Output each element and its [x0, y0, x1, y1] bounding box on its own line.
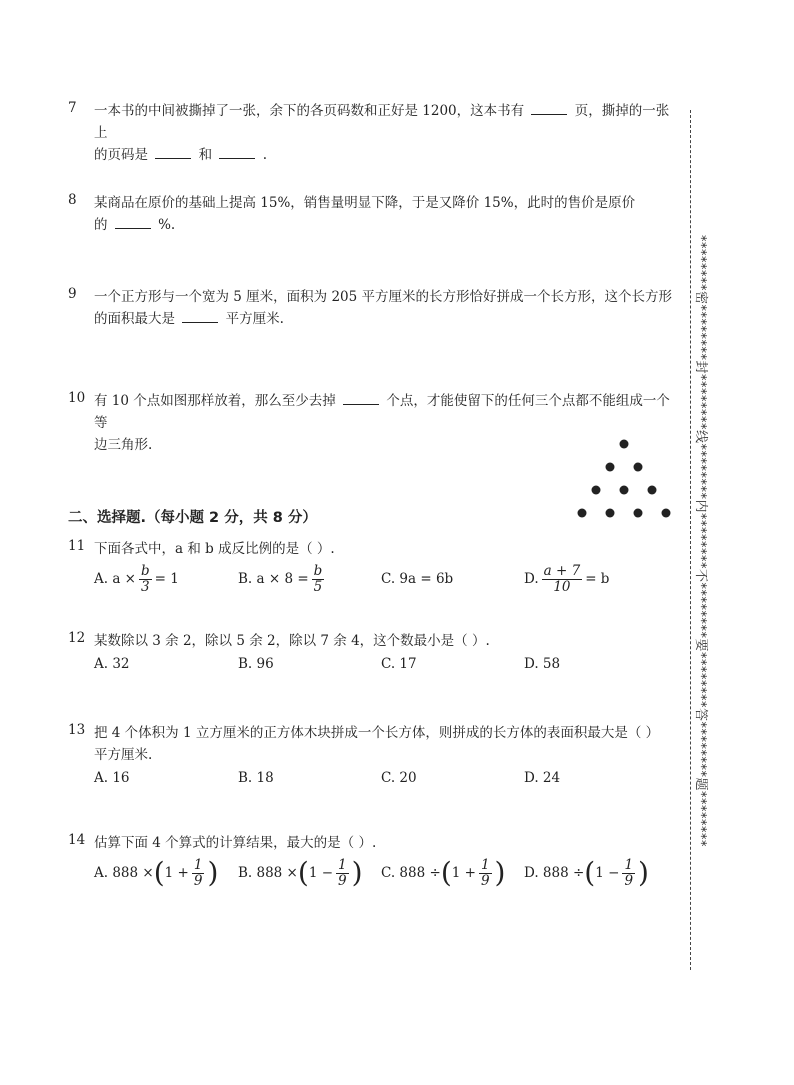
answer-blank[interactable]	[115, 216, 151, 229]
option-a[interactable]: A. 32	[94, 656, 130, 672]
option-c[interactable]: C. 17	[381, 656, 417, 672]
option-d[interactable]: D. 888 ÷ ( 1 − $\frac{1}{9}$ )	[524, 856, 649, 889]
option-b[interactable]: B. 96	[238, 656, 274, 672]
answer-blank[interactable]	[155, 146, 191, 159]
question-text: 的	[94, 217, 108, 233]
answer-blank[interactable]	[343, 392, 379, 405]
answer-blank[interactable]	[531, 102, 567, 115]
question-text: 一个正方形与一个宽为 5 厘米，面积为 205 平方厘米的长方形恰好拼成一个长方形，这个长方形	[94, 289, 673, 305]
option-d[interactable]: D. 58	[524, 656, 561, 672]
option-a[interactable]: A. a × $\frac{b}{3}$ = 1	[94, 562, 179, 595]
option-c[interactable]: C. 9a = 6b	[381, 571, 454, 587]
question-text: 页，撕掉的一张上	[94, 103, 670, 141]
question-text: 某数除以 3 余 2，除以 5 余 2，除以 7 余 4，这个数最小是（ ）.	[94, 633, 490, 649]
question-number: 11	[68, 538, 86, 554]
question-9	[68, 286, 680, 330]
option-c[interactable]: C. 20	[381, 770, 417, 786]
question-text: 的页码是	[94, 147, 148, 163]
dot	[620, 486, 629, 495]
question-text: %.	[158, 217, 176, 233]
dot	[606, 463, 615, 472]
dot	[592, 486, 601, 495]
dot-triangle-figure	[574, 436, 674, 526]
question-14	[68, 832, 680, 892]
question-number: 14	[68, 832, 86, 848]
question-text: 平方厘米.	[94, 747, 153, 763]
dot	[606, 509, 615, 518]
question-number: 10	[68, 390, 86, 406]
question-text: 把 4 个体积为 1 立方厘米的正方体木块拼成一个长方体，则拼成的长方体的表面积最大是（ ）	[94, 725, 660, 741]
question-12	[68, 630, 680, 676]
question-text: 和	[198, 147, 213, 163]
option-a[interactable]: A. 16	[94, 770, 130, 786]
question-number: 9	[68, 286, 77, 302]
question-text: 估算下面 4 个算式的计算结果，最大的是（ ）.	[94, 835, 377, 851]
answer-blank[interactable]	[182, 310, 218, 323]
question-number: 8	[68, 192, 77, 208]
option-b[interactable]: B. 888 × ( 1 − $\frac{1}{9}$ )	[238, 856, 363, 889]
option-a[interactable]: A. 888 × ( 1 + $\frac{1}{9}$ )	[94, 856, 219, 889]
question-text: 的面积最大是	[94, 311, 175, 327]
option-b[interactable]: B. a × 8 = $\frac{b}{5}$	[238, 562, 323, 595]
option-b[interactable]: B. 18	[238, 770, 274, 786]
question-number: 7	[68, 100, 77, 116]
question-number: 12	[68, 630, 86, 646]
section-title: 二、选择题.（每小题 2 分，共 8 分）	[68, 510, 317, 526]
option-d[interactable]: D. 24	[524, 770, 561, 786]
question-13	[68, 722, 680, 790]
question-text: 个点，才能使留下的任何三个点都不能组成一个等	[94, 393, 670, 431]
dot	[662, 509, 671, 518]
question-text: 一本书的中间被撕掉了一张，余下的各页码数和正好是 1200，这本书有	[94, 103, 525, 119]
question-number: 13	[68, 722, 86, 738]
answer-blank[interactable]	[219, 146, 255, 159]
dot	[634, 509, 643, 518]
option-c[interactable]: C. 888 ÷ ( 1 + $\frac{1}{9}$ )	[381, 856, 506, 889]
seal-warning-text: ********密********封********线********内********不********要********答********题********	[693, 235, 708, 848]
question-text: 某商品在原价的基础上提高 15%，销售量明显下降，于是又降价 15%，此时的售价是原价	[94, 195, 636, 211]
seal-margin	[693, 235, 724, 848]
question-text: 平方厘米.	[225, 311, 284, 327]
question-text: 边三角形.	[94, 437, 153, 453]
option-d[interactable]: D. $\frac{a + 7}{10}$ = b	[524, 562, 610, 595]
dot	[578, 509, 587, 518]
binding-dashed-line	[690, 110, 691, 970]
question-11	[68, 538, 680, 598]
dot	[634, 463, 643, 472]
dot	[648, 486, 657, 495]
question-text: 有 10 个点如图那样放着，那么至少去掉	[94, 393, 336, 409]
dot	[620, 440, 629, 449]
question-8	[68, 192, 680, 236]
question-7	[68, 100, 680, 166]
question-text: .	[262, 147, 267, 163]
question-text: 下面各式中，a 和 b 成反比例的是（ ）.	[94, 541, 335, 557]
